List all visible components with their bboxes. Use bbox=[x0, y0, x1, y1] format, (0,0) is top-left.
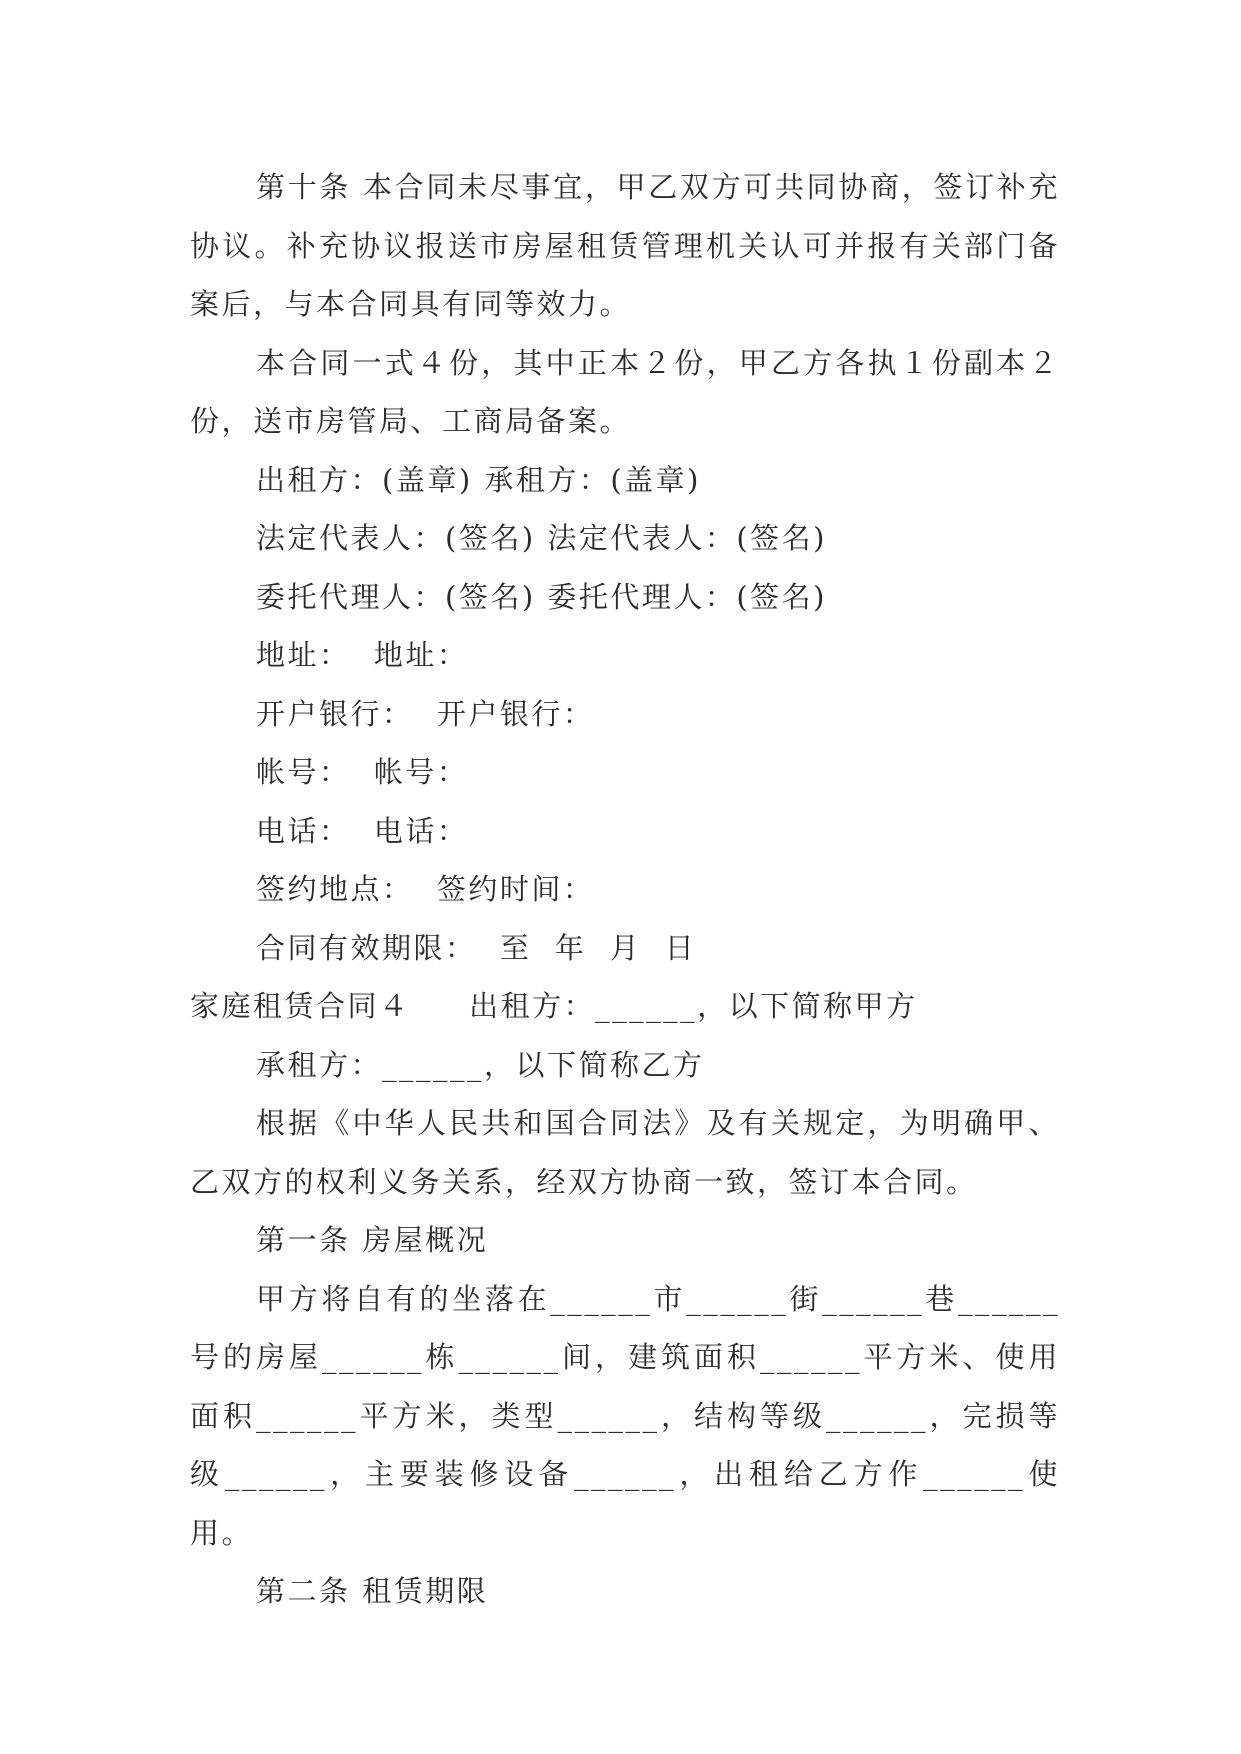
paragraph-preamble: 根据《中华人民共和国合同法》及有关规定，为明确甲、乙双方的权利义务关系，经双方协商一致，签订本合同。 bbox=[190, 1106, 1060, 1199]
paragraph-contract-4-lessor: 家庭租赁合同４ 出租方：______，以下简称甲方 bbox=[190, 989, 918, 1023]
paragraph-phone: 电话： 电话： bbox=[256, 813, 469, 848]
paragraph-address: 地址： 地址： bbox=[256, 638, 469, 672]
paragraph-property-overview: 甲方将自有的坐落在______市______街______巷______号的房屋______栋______间，建筑面积______平方米、使用面积______平方米，类型______，结构等级______，完损等级______，主要装修设备______，出租给乙方作______使用。 bbox=[190, 1281, 1060, 1550]
heading-article-2: 第二条 租赁期限 bbox=[256, 1574, 489, 1608]
document-body bbox=[190, 158, 1060, 1621]
paragraph-legal-representative: 法定代表人：(签名) 法定代表人：(签名) bbox=[256, 521, 827, 555]
heading-article-1: 第一条 房屋概况 bbox=[256, 1223, 489, 1257]
paragraph-authorized-agent: 委托代理人：(签名) 委托代理人：(签名) bbox=[256, 579, 827, 614]
paragraph-lessee: 承租方：______，以下简称乙方 bbox=[256, 1047, 705, 1082]
paragraph-signing-place-time: 签约地点： 签约时间： bbox=[256, 872, 595, 906]
paragraph-article-10: 第十条 本合同未尽事宜，甲乙双方可共同协商，签订补充协议。补充协议报送市房屋租赁管理机关认可并报有关部门备案后，与本合同具有同等效力。 bbox=[190, 170, 1060, 321]
paragraph-account: 帐号： 帐号： bbox=[256, 755, 469, 789]
paragraph-seal-line: 出租方：(盖章) 承租方：(盖章) bbox=[256, 462, 701, 497]
paragraph-bank: 开户银行： 开户银行： bbox=[256, 696, 595, 731]
paragraph-copies: 本合同一式４份，其中正本２份，甲乙方各执１份副本２份，送市房管局、工商局备案。 bbox=[190, 345, 1060, 438]
paragraph-validity-period: 合同有效期限： 至 年 月 日 bbox=[256, 930, 697, 965]
